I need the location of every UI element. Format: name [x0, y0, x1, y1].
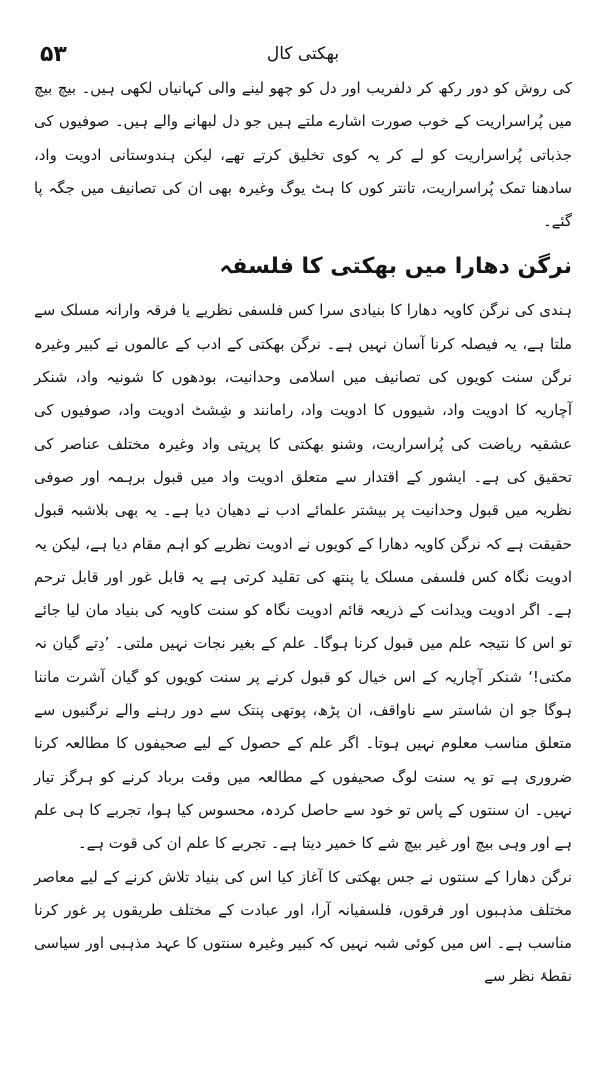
page-header	[34, 22, 572, 72]
section-heading: نرگن دھارا میں بھکتی کا فلسفہ	[219, 254, 572, 280]
body-paragraph: ہندی کی نرگن کاویہ دھارا کا بنیادی سرا کس فلسفی نظریے یا فرقہ وارانہ مسلک سے ملتا ہے، یہ فیصلہ کرنا آسان نہیں ہے۔ نرگن بھکتی کے ادب کے عالموں نے کبیر وغیرہ نرگن سنت کویوں کی تصانیف میں اسلامی وحدانیت، بودھوں کا شونیہ واد، شنکر آچاریہ کا ادویت واد، شیووں کا ادویت واد، رامانند و شِشٹ ادویت واد، صوفیوں کی عشقیہ ریاضت کی پُراسراریت، وشنو بھکتی کا پرپتی واد وغیرہ مختلف عناصر کی تحقیق کی ہے۔ ایشور کے اقتدار سے متعلق ادویت واد میں قبول برہمہ اور صوفی نظریہ میں قبول وحدانیت پر بیشتر علمائے ادب نے دھیان دیا ہے۔ یہ بھی بلاشبہ قبول حقیقت ہے کہ نرگن کاویہ دھارا کے کویوں نے ادویت نظریے کو اہم مقام دیا ہے، لیکن یہ ادویت نگاہ کس فلسفی مسلک یا پنتھ کی تقلید کرتی ہے یہ قابل غور اور قابل ترحم ہے۔ اگر ادویت ویدانت کے ذریعہ قائم ادویت نگاہ کو سنت کاویہ کی بنیاد مان لیا جائے تو اس کا نتیجہ علم میں قبول کرنا ہوگا۔ علم کے بغیر نجات نہیں ملتی۔ ’دِتے گیان نہ مکتی!‘ شنکر آچاریہ کے اس خیال کو قبول کرنے پر سنت کویوں کو گیان آشرت ماننا ہوگا جو ان شاستر سے ناواقف، ان پڑھ، پوتھی پنتک سے دور رہنے والے نرگنیوں سے متعلق مناسب معلوم نہیں ہوتا۔ اگر علم کے حصول کے لیے صحیفوں کا مطالعہ کرنا ضروری ہے تو یہ سنت لوگ صحیفوں کے مطالعہ میں وقت برباد کرنے کو ہرگز تیار نہیں۔ ان سنتوں کے پاس تو خود سے حاصل کردہ، محسوس کیا ہوا، تجربے کا ہی علم ہے اور وہی بیچ اور غیر بیچ شے کا خمیر دیتا ہے۔ تجربے کا علم ان کی قوت ہے۔	[34, 301, 572, 853]
intro-paragraph: کی روش کو دور رکھ کر دلفریب اور دل کو چھو لینے والی کہانیاں لکھی ہیں۔ بیچ بیچ میں پُراسراریت کے خوب صورت اشارے ملتے ہیں جو دل لبھانے والے ہیں۔ صوفیوں کی جذباتی پُراسراریت کو لے کر یہ کوی تخلیق کرتے تھے، لیکن ہندوستانی ادویت واد، سادھنا تمک پُراسراریت، تانتر کوں کا ہٹ یوگ وغیرہ بھی ان کی تصانیف میں جگہ پا گئے۔	[34, 79, 572, 231]
body-paragraph-continued: نرگن دھارا کے سنتوں نے جس بھکتی کا آغاز کیا اس کی بنیاد تلاش کرنے کے لیے معاصر مختلف مذہبوں اور فرقوں، فلسفیانہ آرا، اور عبادت کے مختلف طریقوں پر غور کرنا مناسب ہے۔ اس میں کوئی شبہ نہیں کہ کبیر وغیرہ سنتوں کا عہد مذہبی اور سیاسی نقطۂ نظر سے	[34, 867, 572, 986]
running-title: بھکتی کال	[266, 44, 340, 64]
page-number: ۵۳	[40, 42, 67, 67]
page-body	[34, 72, 572, 994]
